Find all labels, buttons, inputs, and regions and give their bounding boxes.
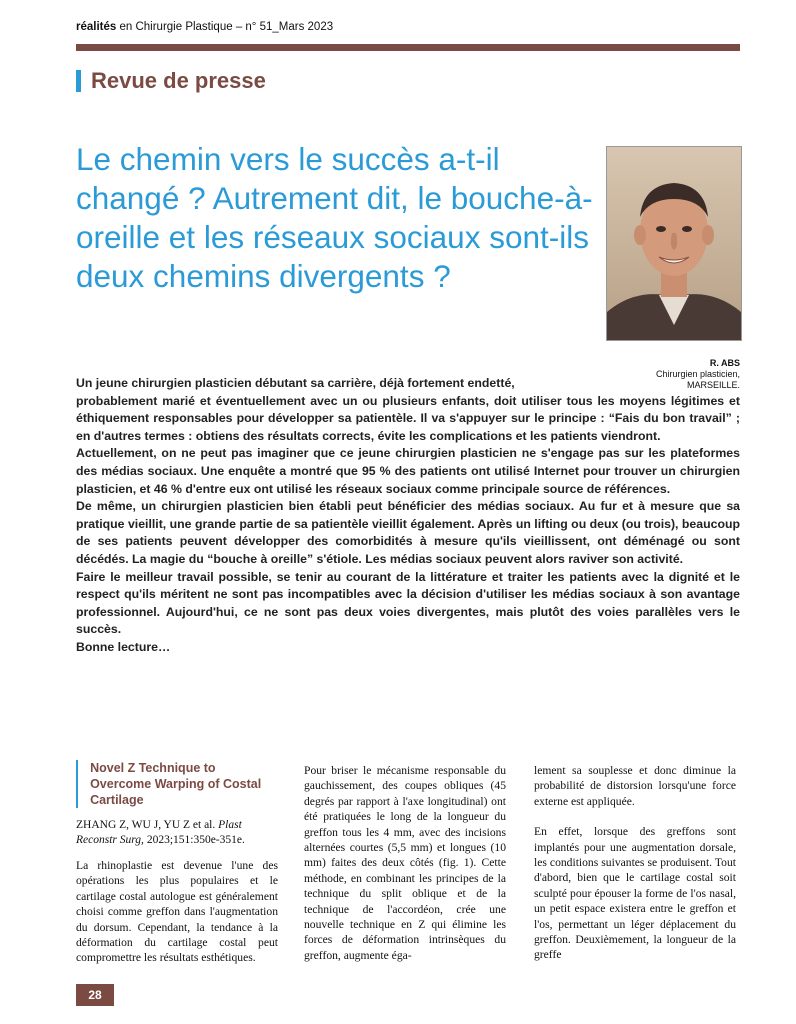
- reference-journal: Plast Reconstr Surg,: [76, 819, 242, 846]
- intro-closing: Bonne lecture…: [76, 639, 171, 654]
- intro-paragraph-4: Faire le meilleur travail possible, se tenir au courant de la littérature et traiter les patients avec la dignité et le respect qu'ils méritent ne sont pas incompatibles avec la décision d'utiliser les médias sociaux à son avantage professionnel. Aujourd'hui, ce ne sont pas deux voies divergentes, mais plutôt des voies parallèles vers le succès.: [76, 569, 740, 637]
- article-reference: [76, 818, 276, 848]
- journal-header: [76, 21, 333, 33]
- column-3-paragraph-1: lement sa souplesse et donc diminue la probabilité de distorsion lorsqu'une force externe est appliquée.: [534, 764, 736, 808]
- portrait-image: [607, 147, 741, 340]
- issue-info: en Chirurgie Plastique – n° 51_Mars 2023: [116, 21, 334, 33]
- author-name: R. ABS: [709, 358, 740, 368]
- article-heading-title: Novel Z Technique to Overcome Warping of Costal Cartilage: [90, 761, 262, 807]
- page-number: 28: [76, 984, 114, 1006]
- section-label: Revue de presse: [91, 68, 266, 93]
- author-photo: [606, 146, 742, 341]
- intro-paragraph-2: Actuellement, on ne peut pas imaginer que ce jeune chirurgien plasticien ne s'engage pas sur les plateformes des médias sociaux. Une enquête a montré que 95 % des patients ont utilisé Internet pour trouver un chirurgien plasticien, et 46 % d'entre eux ont utilisé les réseaux sociaux comme principale source de références.: [76, 446, 740, 496]
- intro-first-line: Un jeune chirurgien plasticien débutant sa carrière, déjà fortement endetté,: [76, 376, 515, 390]
- intro-paragraph-1: probablement marié et éventuellement avec un ou plusieurs enfants, doit utiliser tous les moyens légitimes et éthiquement responsables pour développer sa patientèle. Il va s'appuyer sur le principe : “Fais du bon travail” ; en d'autres termes : obtiens des résultats corrects, évite les complications et les patients viendront.: [76, 393, 740, 443]
- article-column-2: [304, 763, 506, 963]
- article-column-1: [76, 858, 278, 966]
- author-city: MARSEILLE.: [686, 380, 740, 390]
- section-heading: [76, 68, 266, 94]
- article-column-3: [534, 763, 736, 963]
- journal-name: réalités: [76, 21, 117, 33]
- column-1-text: La rhinoplastie est devenue l'une des opérations les plus populaires et le cartilage costal autologue est généralement choisi comme greffon dans l'augmentation du dorsum. Cependant, la tendance à la déformation du cartilage costal peut compromettre les résultats esthétiques.: [76, 859, 278, 965]
- intro-paragraph-3: De même, un chirurgien plasticien bien établi peut bénéficier des médias sociaux. Au fur et à mesure que sa pratique vieillit, une grande partie de sa patientèle vieillit également. Après un lifting ou deux (ou trois), beaucoup de ses patients peuvent développer des comorbidités à mesure qu'ils vieillissent, ont déménagé ou sont décédés. La magie du “bouche à oreille” s'étiole. Les médias sociaux peuvent alors raviver son activité.: [76, 499, 740, 566]
- column-2-text: Pour briser le mécanisme responsable du gauchissement, des coupes obliques (45 degrés par rapport à l'axe longitudinal) ont été pratiquées le long de la longueur du greffon tous les 4 mm, avec des incisions alternées courtes (5,5 mm) et longues (10 mm) faites des deux côtés (fig. 1). Cette méthode, en combinant les principes de la technique du split oblique et de la technique de l'accordéon, crée une nouvelle technique en Z qui élimine les forces de déformation intrinsèques du greffon, augmente éga-: [304, 764, 506, 962]
- reference-pages: 2023;151:350e-351e.: [146, 834, 245, 846]
- section-bar: [76, 70, 81, 92]
- header-rule: [76, 44, 740, 51]
- article-title: Le chemin vers le succès a-t-il changé ? Autrement dit, le bouche-à-oreille et les réseaux sociaux sont-ils deux chemins divergents ?: [76, 141, 593, 294]
- article-heading: [76, 760, 276, 808]
- author-role: Chirurgien plasticien,: [655, 369, 740, 379]
- reference-authors: ZHANG Z, WU J, YU Z et al.: [76, 819, 216, 831]
- article-heading-bar: [76, 760, 78, 808]
- column-3-paragraph-2: En effet, lorsque des greffons sont implantés pour une augmentation dorsale, les conditions suivantes se produisent. Tout d'abord, bien que le cartilage costal soit sculpté pour épouser la forme de l'os nasal, un petit espace existera entre le greffon et l'os, permettant un léger déplacement du greffon. Deuxièmement, la longueur de la greffe: [534, 825, 736, 962]
- intro-text: [76, 375, 740, 657]
